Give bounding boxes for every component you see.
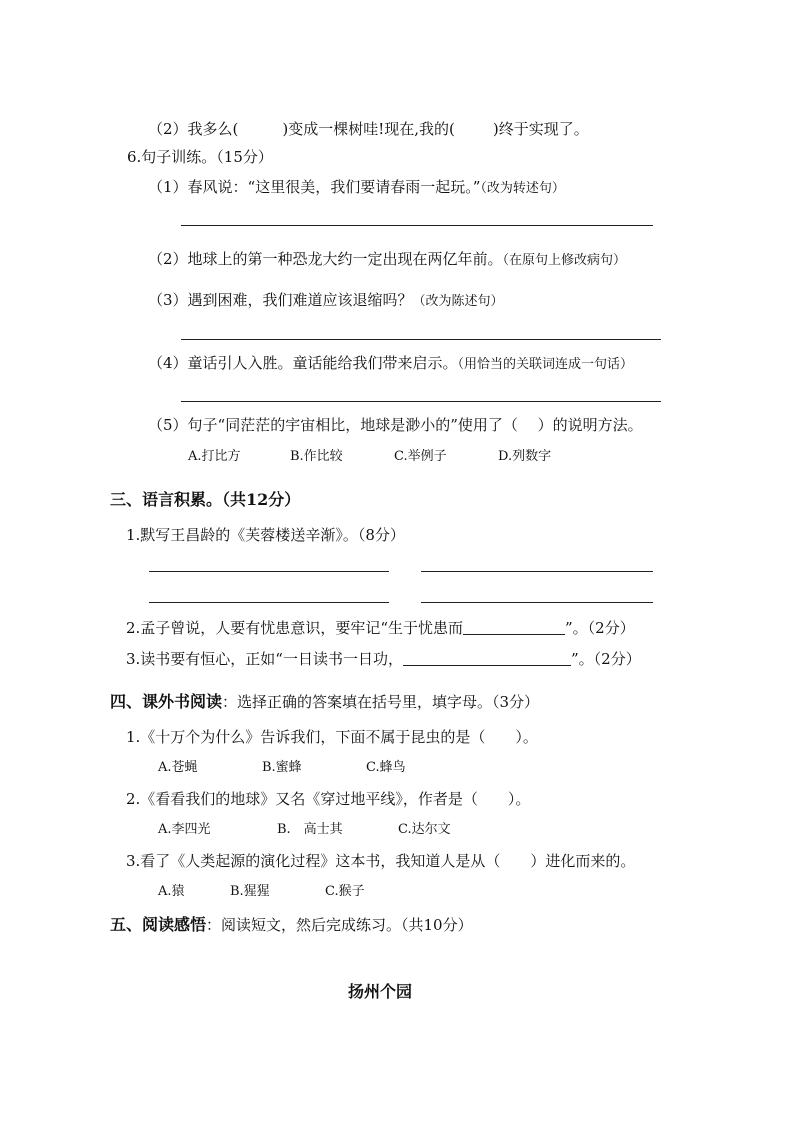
sec4-q2-option-b[interactable]: B. 高士其: [277, 822, 343, 837]
answer-line-4[interactable]: [181, 401, 661, 402]
sec4-q2-option-a[interactable]: A.李四光: [158, 822, 211, 837]
q6-s5-option-c[interactable]: C.举例子: [394, 449, 447, 464]
q6-s5-option-b[interactable]: B.作比较: [290, 449, 343, 464]
q6-s2: （2）地球上的第一种恐龙大约一定出现在两亿年前。（在原句上修改病句）: [148, 250, 627, 268]
sec4-q1-option-b[interactable]: B.蜜蜂: [262, 760, 302, 775]
answer-line-1[interactable]: [181, 225, 653, 226]
sec4-q1: 1.《十万个为什么》告诉我们，下面不属于昆虫的是（ ）。: [126, 728, 538, 746]
q5-2-line: （2）我多么( )变成一棵树哇!现在,我的( )终于实现了。: [148, 120, 589, 138]
fill-blank-q3[interactable]: [403, 650, 571, 666]
q6-s4: （4）童话引人入胜。童话能给我们带来启示。（用恰当的关联词连成一句话）: [148, 354, 634, 372]
passage-title: 扬州个园: [348, 982, 413, 1001]
q6-s5: （5）句子“同茫茫的宇宙相比，地球是渺小的”使用了（ ）的说明方法。: [148, 416, 643, 434]
q6-header: 6.句子训练。（15分）: [127, 148, 273, 166]
poem-line-2[interactable]: [421, 571, 653, 572]
poem-line-3[interactable]: [149, 602, 389, 603]
sec4-q3-option-a[interactable]: A.猿: [158, 884, 185, 899]
sec3-q3: 3.读书要有恒心，正如“一日读书一日功， ”。（2分）: [126, 650, 641, 668]
sec3-q2: 2.孟子曾说，人要有忧患意识，要牢记“生于忧患而 ”。（2分）: [126, 619, 635, 637]
sec4-q3-option-c[interactable]: C.猴子: [325, 884, 365, 899]
section-5-header: 五、阅读感悟：阅读短文，然后完成练习。（共10分）: [110, 915, 473, 934]
fill-blank-q2[interactable]: [463, 619, 565, 635]
sec4-q3-option-b[interactable]: B.猩猩: [230, 884, 270, 899]
sec4-q3: 3.看了《人类起源的演化过程》这本书，我知道人是从（ ）进化而来的。: [126, 852, 636, 870]
answer-line-3[interactable]: [181, 339, 661, 340]
poem-line-1[interactable]: [149, 571, 389, 572]
sec3-q1: 1.默写王昌龄的《芙蓉楼送辛渐》。（8分）: [126, 526, 405, 544]
sec4-q2: 2.《看看我们的地球》又名《穿过地平线》，作者是（ ）。: [126, 790, 531, 808]
q6-s5-option-a[interactable]: A.打比方: [188, 449, 241, 464]
q6-s5-option-d[interactable]: D.列数字: [498, 449, 552, 464]
section-4-header: 四、课外书阅读：选择正确的答案填在括号里，填字母。（3分）: [110, 692, 540, 711]
sec4-q2-option-c[interactable]: C.达尔文: [398, 822, 451, 837]
sec4-q1-option-c[interactable]: C.蜂鸟: [366, 760, 406, 775]
sec4-q1-option-a[interactable]: A.苍蝇: [158, 760, 198, 775]
q6-s1: （1）春风说：“这里很美，我们要请春雨一起玩。”（改为转述句）: [148, 178, 565, 196]
section-3-header: 三、语言积累。（共12分）: [110, 490, 301, 509]
q6-s3: （3）遇到困难，我们难道应该退缩吗？（改为陈述句）: [148, 291, 504, 309]
poem-line-4[interactable]: [421, 602, 653, 603]
